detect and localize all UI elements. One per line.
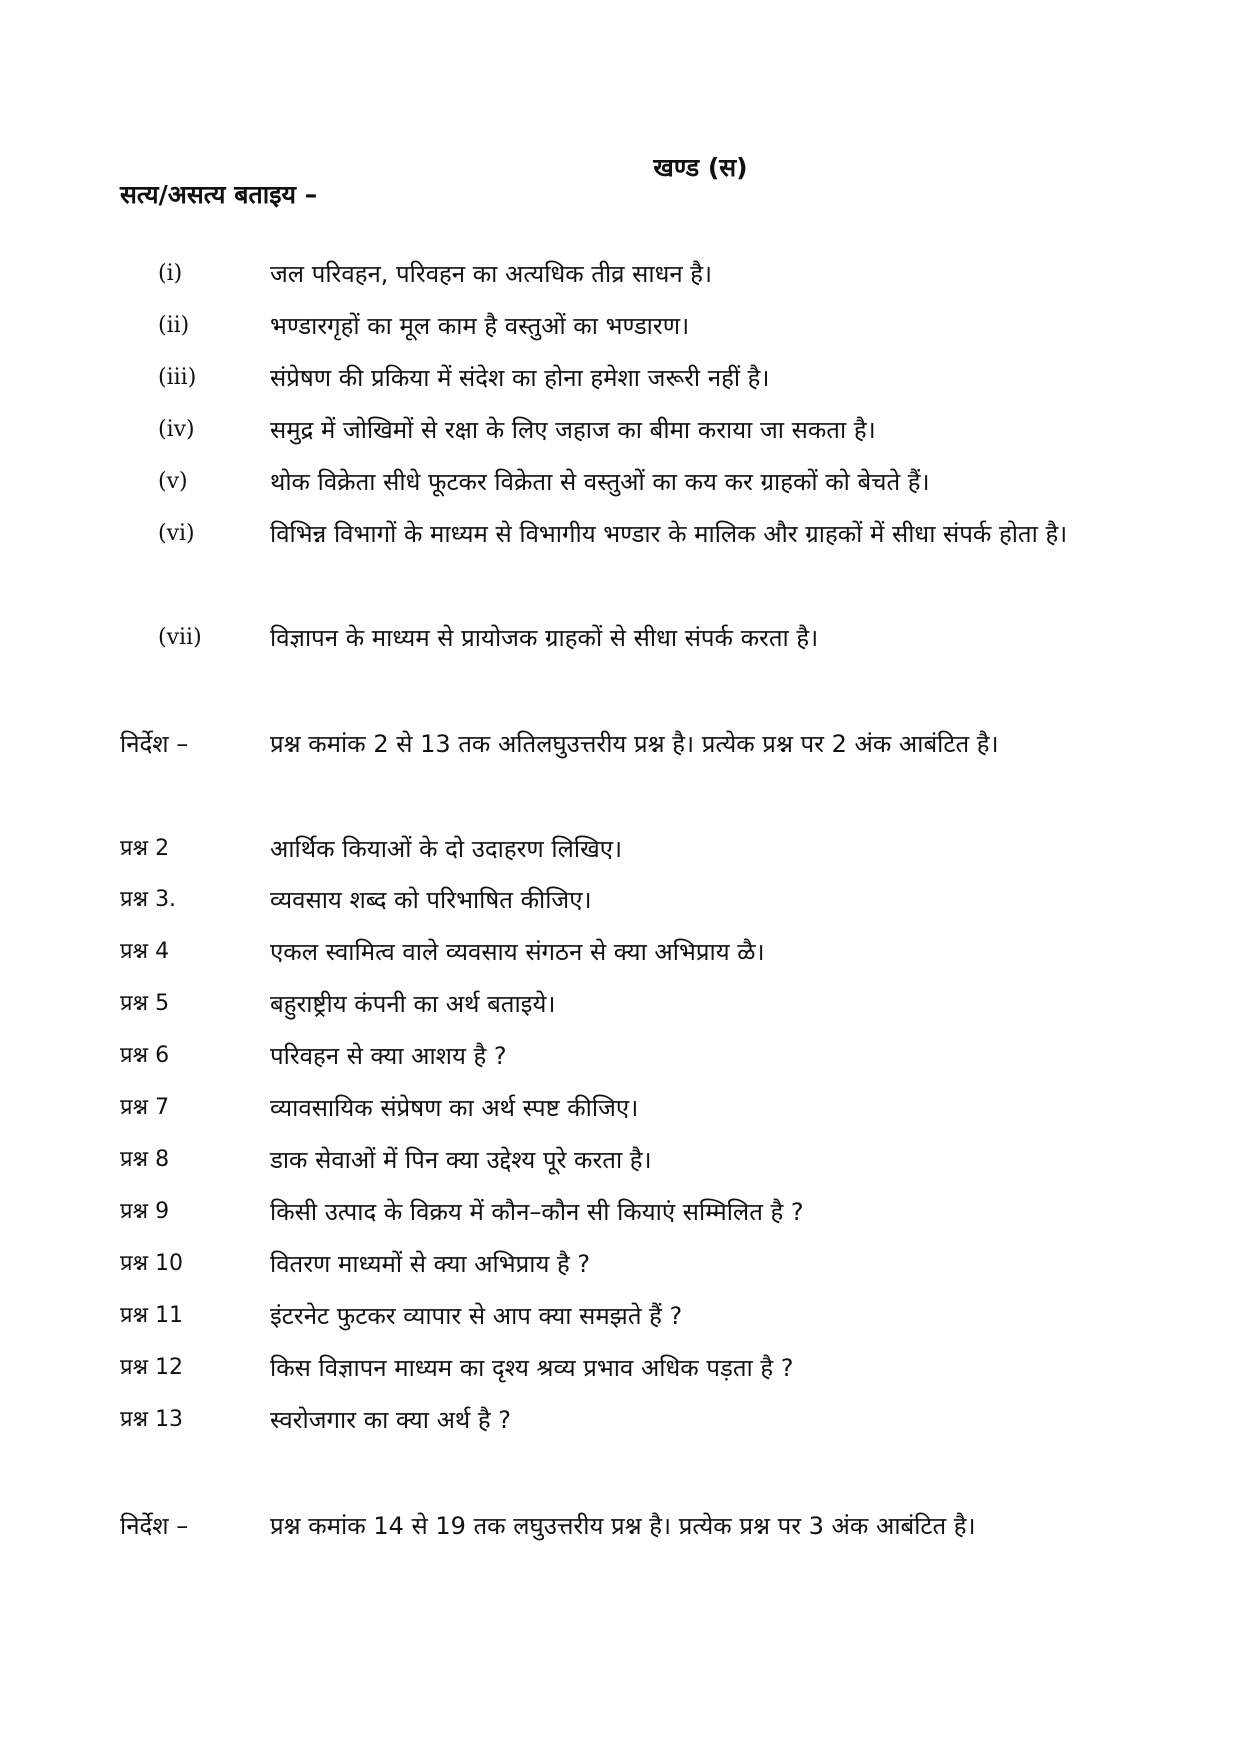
question-text: आर्थिक कियाओं के दो उदाहरण लिखिए। xyxy=(270,835,623,863)
item-text: भण्डारगृहों का मूल काम है वस्तुओं का भण्डारण। xyxy=(270,312,690,340)
question-text: स्वरोजगार का क्या अर्थ है ? xyxy=(270,1406,511,1434)
question-number: प्रश्न 9 xyxy=(120,1199,170,1224)
question-number: प्रश्न 11 xyxy=(120,1303,184,1328)
question-text: वितरण माध्यमों से क्या अभिप्राय है ? xyxy=(270,1250,591,1278)
item-text: जल परिवहन, परिवहन का अत्यधिक तीव्र साधन है। xyxy=(270,260,713,288)
item-number: (iv) xyxy=(158,417,195,442)
question-text: किसी उत्पाद के विक्रय में कौन–कौन सी कियाएं सम्मिलित है ? xyxy=(270,1198,804,1226)
question-number: प्रश्न 5 xyxy=(120,991,170,1016)
question-text: बहुराष्ट्रीय कंपनी का अर्थ बताइये। xyxy=(270,990,556,1018)
item-number: (ii) xyxy=(158,313,190,338)
item-text: समुद्र में जोखिमों से रक्षा के लिए जहाज का बीमा कराया जा सकता है। xyxy=(270,416,876,444)
true-false-heading: सत्य/असत्य बताइय – xyxy=(120,180,318,209)
question-number: प्रश्न 13 xyxy=(120,1407,184,1432)
item-number: (v) xyxy=(158,469,188,494)
item-number: (vi) xyxy=(158,521,195,546)
question-number: प्रश्न 12 xyxy=(120,1355,184,1380)
item-number: (vii) xyxy=(158,625,202,650)
item-text: संप्रेषण की प्रकिया में संदेश का होना हमेशा जरूरी नहीं है। xyxy=(270,364,770,392)
question-text: व्यावसायिक संप्रेषण का अर्थ स्पष्ट कीजिए। xyxy=(270,1094,639,1122)
question-number: प्रश्न 2 xyxy=(120,836,170,861)
question-text: डाक सेवाओं में पिन क्या उद्देश्य पूरे करता है। xyxy=(270,1146,652,1174)
direction-text: प्रश्न कमांक 14 से 19 तक लघुउत्तरीय प्रश्न है। प्रत्येक प्रश्न पर 3 अंक आबंटित है। xyxy=(270,1512,976,1540)
direction-text: प्रश्न कमांक 2 से 13 तक अतिलघुउत्तरीय प्रश्न है। प्रत्येक प्रश्न पर 2 अंक आबंटित है। xyxy=(270,730,999,758)
question-number: प्रश्न 4 xyxy=(120,939,170,964)
item-text: विभिन्न विभागों के माध्यम से विभागीय भण्डार के मालिक और ग्राहकों में सीधा संपर्क होता है। xyxy=(270,520,1068,548)
question-number: प्रश्न 10 xyxy=(120,1251,184,1276)
question-text: इंटरनेट फुटकर व्यापार से आप क्या समझते हैं ? xyxy=(270,1302,683,1330)
question-text: व्यवसाय शब्द को परिभाषित कीजिए। xyxy=(270,886,592,914)
section-title: खण्ड (स) xyxy=(653,153,748,182)
direction-label: निर्देश – xyxy=(120,1512,189,1540)
item-number: (iii) xyxy=(158,365,197,390)
question-text: एकल स्वामित्व वाले व्यवसाय संगठन से क्या अभिप्राय ळै। xyxy=(270,938,765,966)
question-number: प्रश्न 8 xyxy=(120,1147,170,1172)
question-text: किस विज्ञापन माध्यम का दृश्य श्रव्य प्रभाव अधिक पड़ता है ? xyxy=(270,1354,794,1382)
item-text: विज्ञापन के माध्यम से प्रायोजक ग्राहकों से सीधा संपर्क करता है। xyxy=(270,624,819,652)
item-text: थोक विक्रेता सीधे फूटकर विक्रेता से वस्तुओं का कय कर ग्राहकों को बेचते हैं। xyxy=(270,468,930,496)
question-number: प्रश्न 3. xyxy=(120,887,177,912)
direction-label: निर्देश – xyxy=(120,730,189,758)
question-number: प्रश्न 6 xyxy=(120,1043,170,1068)
question-text: परिवहन से क्या आशय है ? xyxy=(270,1042,507,1070)
item-number: (i) xyxy=(158,261,183,286)
question-number: प्रश्न 7 xyxy=(120,1095,170,1120)
